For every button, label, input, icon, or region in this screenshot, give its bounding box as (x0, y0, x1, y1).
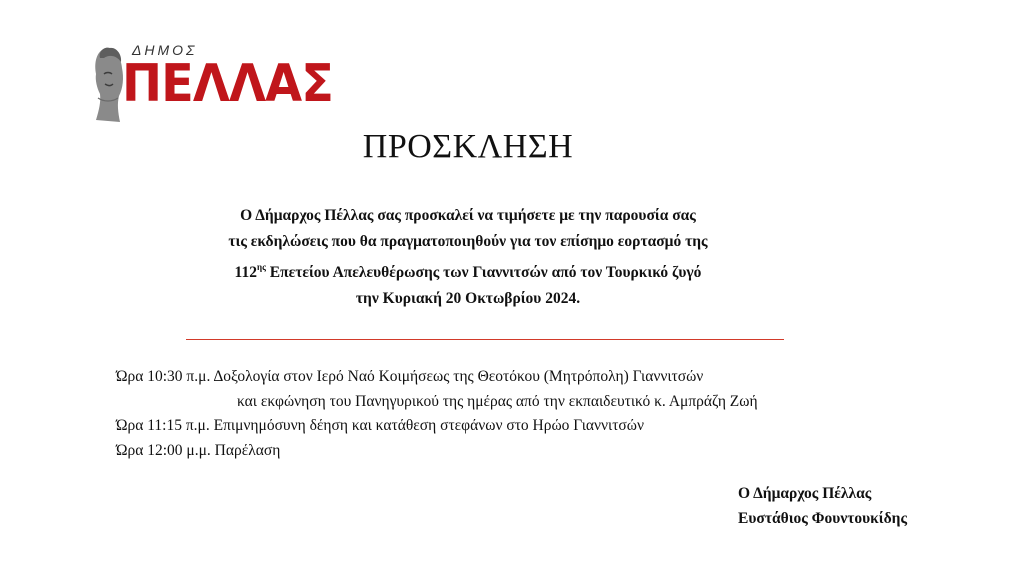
invitation-intro (150, 203, 786, 312)
logo-main-text: ΠΕΛΛΑΣ (122, 54, 333, 114)
intro-line: την Κυριακή 20 Οκτωβρίου 2024. (355, 290, 581, 308)
intro-line: τις εκδηλώσεις που θα πραγματοποιηθούν για τον επίσημο εορτασμό της (228, 233, 708, 250)
intro-line-rest: Επετείου Απελευθέρωσης των Γιαννιτσών από τον Τουρκικό ζυγό (265, 264, 702, 282)
divider (186, 339, 784, 340)
signature-role: Ο Δήμαρχος Πέλλας (738, 485, 872, 502)
ordinal-suffix: ης (256, 262, 266, 272)
intro-line: Ο Δήμαρχος Πέλλας σας προσκαλεί να τιμήσετε με την παρουσία σας (240, 207, 696, 224)
anniversary-number: 112 (234, 264, 257, 282)
logo-top-text: ΔΗΜΟΣ (132, 42, 198, 58)
schedule-item: Ώρα 12:00 μ.μ. Παρέλαση (116, 441, 281, 459)
schedule-item: Ώρα 10:30 π.μ. Δοξολογία στον Ιερό Ναό Κοιμήσεως της Θεοτόκου (Μητρόπολη) Γιαννιτσών (116, 368, 704, 385)
schedule-item-continuation: και εκφώνηση του Πανηγυρικού της ημέρας από την εκπαιδευτικό κ. Αμπράζη Ζωή (237, 392, 758, 410)
signature-name: Ευστάθιος Φουντουκίδης (738, 510, 907, 527)
schedule-item: Ώρα 11:15 π.μ. Επιμνημόσυνη δέηση και κατάθεση στεφάνων στο Ηρώο Γιαννιτσών (116, 417, 644, 434)
page-title: ΠΡΟΣΚΛΗΣΗ (362, 128, 574, 165)
alexander-bust-icon (92, 44, 126, 124)
intro-line (150, 255, 786, 286)
municipality-logo (88, 40, 333, 126)
event-schedule (116, 365, 758, 463)
signature-block (738, 481, 907, 531)
